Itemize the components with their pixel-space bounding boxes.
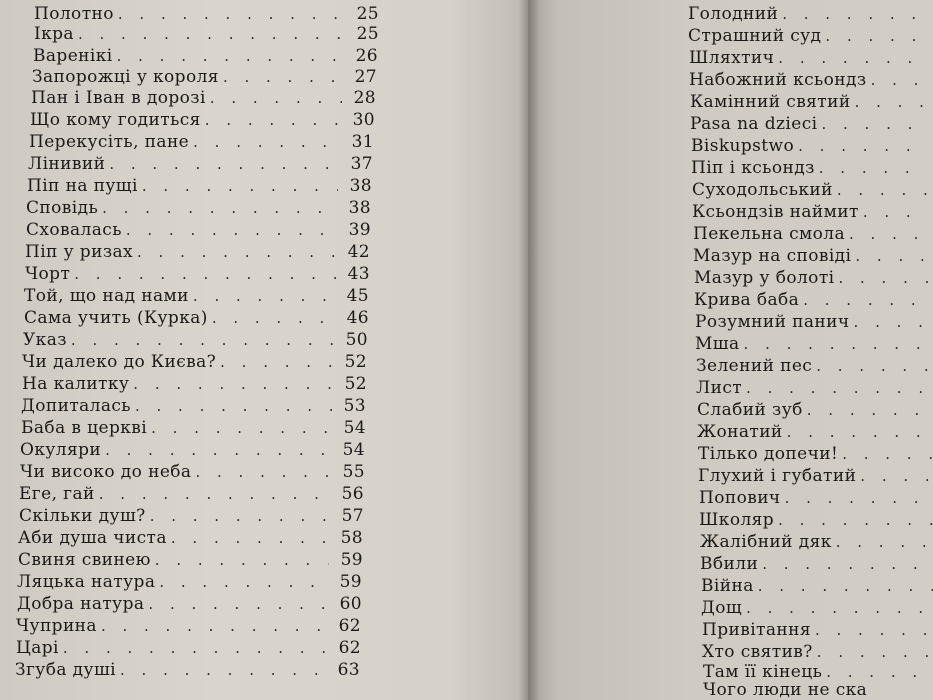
toc-entry <box>25 242 370 264</box>
toc-entry <box>25 264 370 286</box>
toc-title: Слабий зуб <box>697 400 803 420</box>
toc-page-number: 55 <box>342 462 365 482</box>
toc-entry <box>26 220 371 242</box>
toc-entry <box>18 550 363 572</box>
toc-page-number: 37 <box>350 154 373 174</box>
leader-dots <box>836 533 933 551</box>
toc-title: Піп на пущі <box>27 176 138 196</box>
toc-entry <box>19 484 364 506</box>
toc-entry <box>34 24 379 46</box>
toc-page-number: 59 <box>339 572 362 592</box>
leader-dots <box>778 49 925 67</box>
leader-dots <box>118 5 345 23</box>
toc-title: Царі <box>16 638 59 658</box>
toc-entry <box>695 334 933 356</box>
toc-entry <box>702 642 933 664</box>
toc-title: Указ <box>23 330 67 350</box>
leader-dots <box>223 68 343 86</box>
toc-entry <box>19 506 364 528</box>
toc-entry <box>690 92 930 114</box>
toc-title: На калитку <box>22 374 130 394</box>
leader-dots <box>758 577 933 595</box>
leader-dots <box>785 489 933 507</box>
toc-title: Вбили <box>700 554 759 574</box>
toc-entry <box>29 132 374 154</box>
leader-dots <box>74 265 336 283</box>
right-page <box>528 0 933 700</box>
toc-title: Жалібний дяк <box>700 532 832 552</box>
leader-dots <box>205 111 341 129</box>
toc-page-number: 52 <box>344 374 367 394</box>
toc-entry <box>17 594 362 616</box>
leader-dots <box>803 291 930 309</box>
toc-entry <box>699 488 933 510</box>
toc-entry <box>692 180 932 202</box>
toc-entry <box>693 224 933 246</box>
toc-page-number: 30 <box>352 110 375 130</box>
toc-entry <box>695 312 933 334</box>
toc-entry <box>696 356 933 378</box>
toc-entry <box>21 418 366 440</box>
leader-dots <box>821 115 926 133</box>
toc-title: Глухий і губатий <box>698 466 857 486</box>
leader-dots <box>819 159 927 177</box>
toc-entry <box>702 620 933 642</box>
toc-entry <box>693 246 933 268</box>
toc-entry <box>689 48 929 70</box>
leader-dots <box>193 133 340 151</box>
toc-page-number: 26 <box>355 46 378 66</box>
leader-dots <box>855 247 929 265</box>
toc-entry <box>15 660 360 682</box>
toc-page-number: 38 <box>348 198 371 218</box>
toc-entry <box>34 4 379 26</box>
toc-title: Полотно <box>34 4 114 24</box>
leader-dots <box>762 555 933 573</box>
toc-entry <box>692 202 932 224</box>
leader-dots <box>842 445 933 463</box>
toc-title: Перекусіть, пане <box>29 132 190 152</box>
leader-dots <box>817 643 933 661</box>
toc-entry <box>700 532 933 554</box>
toc-title: Еге, гай <box>19 484 95 504</box>
toc-title: Піп у ризах <box>25 242 134 262</box>
toc-page-number: 53 <box>343 396 366 416</box>
toc-entry <box>24 308 369 330</box>
toc-title: Свиня свинею <box>18 550 151 570</box>
leader-dots <box>101 617 327 635</box>
leader-dots <box>855 93 926 111</box>
toc-entry <box>27 176 372 198</box>
toc-entry <box>696 378 933 400</box>
toc-entry <box>32 67 377 89</box>
toc-page-number: 27 <box>354 67 377 87</box>
book-gutter <box>518 0 540 700</box>
toc-entry <box>20 462 365 484</box>
toc-title: Окуляри <box>20 440 102 460</box>
toc-title: Розумний панич <box>695 312 850 332</box>
toc-entry <box>698 444 933 466</box>
leader-dots <box>126 221 337 239</box>
toc-title: Крива баба <box>694 290 800 310</box>
toc-title: Хто святив? <box>702 642 813 662</box>
leader-dots <box>159 573 328 591</box>
leader-dots <box>133 375 333 393</box>
toc-page-number: 25 <box>356 4 379 24</box>
toc-page-number: 62 <box>338 638 361 658</box>
toc-entry <box>698 466 933 488</box>
leader-dots <box>142 177 338 195</box>
toc-title: Школяр <box>699 510 775 530</box>
toc-entry <box>31 88 376 110</box>
toc-title: Чого люди не ска <box>703 680 868 700</box>
toc-title: Чи високо до неба <box>20 462 192 482</box>
leader-dots <box>798 137 927 155</box>
toc-title: Набожний ксьондз <box>689 70 867 90</box>
toc-page-number: 42 <box>347 242 370 262</box>
leader-dots <box>195 463 331 481</box>
toc-entry <box>28 154 373 176</box>
toc-page-number: 58 <box>340 528 363 548</box>
leader-dots <box>860 467 933 485</box>
toc-page-number: 28 <box>353 88 376 108</box>
leader-dots <box>871 71 925 89</box>
leader-dots <box>210 89 342 107</box>
leader-dots <box>825 27 924 45</box>
toc-entry <box>16 616 361 638</box>
leader-dots <box>109 155 339 173</box>
toc-entry <box>30 110 375 132</box>
toc-entry <box>699 510 933 532</box>
toc-title: Чуприна <box>16 616 97 636</box>
toc-entry <box>33 46 378 68</box>
toc-page-number: 56 <box>341 484 364 504</box>
toc-title: Привітання <box>702 620 811 640</box>
toc-title: Сама учить (Курка) <box>24 308 208 328</box>
toc-title: Жонатий <box>697 422 783 442</box>
leader-dots <box>746 379 932 397</box>
toc-title: Страшний суд <box>688 26 822 46</box>
toc-entry <box>694 290 933 312</box>
toc-title: Чорт <box>25 264 71 284</box>
toc-title: Аби душа чиста <box>18 528 167 548</box>
toc-entry <box>697 400 933 422</box>
toc-title: Пекельна смола <box>693 224 846 244</box>
leader-dots <box>815 621 933 639</box>
toc-title: Pasa na dzieci <box>690 114 818 134</box>
leader-dots <box>193 287 335 305</box>
leader-dots <box>826 663 933 681</box>
leader-dots <box>787 423 933 441</box>
toc-page-number: 54 <box>343 418 366 438</box>
toc-page-number: 43 <box>347 264 370 284</box>
toc-title: Зелений пес <box>696 356 813 376</box>
toc-title: Добра натура <box>17 594 145 614</box>
toc-entry <box>21 396 366 418</box>
toc-title: Голодний <box>688 4 779 24</box>
leader-dots <box>105 441 331 459</box>
leader-dots <box>135 397 332 415</box>
leader-dots <box>220 353 333 371</box>
toc-entry <box>688 4 928 26</box>
leader-dots <box>212 309 335 327</box>
toc-entry <box>20 440 365 462</box>
toc-title: Згуба душі <box>15 660 116 680</box>
toc-title: Піп і ксьондз <box>691 158 815 178</box>
toc-title: Той, що над нами <box>24 286 189 306</box>
toc-page-number: 54 <box>342 440 365 460</box>
leader-dots <box>150 507 330 525</box>
toc-title: Сповідь <box>26 198 99 218</box>
leader-dots <box>71 331 334 349</box>
toc-entry <box>690 114 930 136</box>
toc-entry <box>691 158 931 180</box>
toc-page-number: 39 <box>348 220 371 240</box>
leader-dots <box>744 335 931 353</box>
toc-entry <box>694 268 933 290</box>
leader-dots <box>63 639 327 657</box>
toc-title: Дощ <box>701 598 743 618</box>
toc-title: Ляцька натура <box>17 572 156 592</box>
toc-page-number: 50 <box>345 330 368 350</box>
toc-entry <box>688 26 928 48</box>
toc-entry <box>703 680 933 700</box>
leader-dots <box>155 551 329 569</box>
leader-dots <box>117 47 344 65</box>
toc-title: Війна <box>701 576 754 596</box>
toc-page-number: 25 <box>356 24 379 44</box>
toc-title: Камінний святий <box>690 92 851 112</box>
leader-dots <box>782 5 924 23</box>
toc-title: Пан і Іван в дорозі <box>31 88 206 108</box>
toc-entry <box>689 70 929 92</box>
toc-title: Мша <box>695 334 740 354</box>
toc-title: Biskupstwo <box>691 136 795 156</box>
toc-entry <box>22 374 367 396</box>
toc-entry <box>700 554 933 576</box>
toc-page-number: 52 <box>344 352 367 372</box>
toc-page-number: 63 <box>337 660 360 680</box>
leader-dots <box>849 225 929 243</box>
toc-title: Лист <box>696 378 743 398</box>
toc-title: Попович <box>699 488 781 508</box>
toc-entry <box>17 572 362 594</box>
toc-entry <box>701 598 933 620</box>
toc-entry <box>697 422 933 444</box>
toc-title: Запорожці у короля <box>32 67 219 87</box>
toc-title: Допиталась <box>21 396 131 416</box>
leader-dots <box>148 595 328 613</box>
toc-title: Скільки душ? <box>19 506 146 526</box>
toc-page-number: 60 <box>339 594 362 614</box>
leader-dots <box>816 357 932 375</box>
toc-entry <box>22 352 367 374</box>
leader-dots <box>778 511 933 529</box>
toc-title: Сховалась <box>26 220 122 240</box>
toc-title: Що кому годиться <box>30 110 201 130</box>
toc-title: Варенікі <box>33 46 113 66</box>
toc-page-number: 45 <box>346 286 369 306</box>
toc-title: Ікра <box>34 24 74 44</box>
toc-page-number: 46 <box>346 308 369 328</box>
toc-title: Шляхтич <box>689 48 775 68</box>
toc-page-number: 57 <box>341 506 364 526</box>
leader-dots <box>102 199 337 217</box>
toc-page-number: 31 <box>351 132 374 152</box>
leader-dots <box>99 485 330 503</box>
toc-entry <box>701 576 933 598</box>
toc-entry <box>18 528 363 550</box>
toc-entry <box>691 136 931 158</box>
leader-dots <box>120 661 326 679</box>
toc-title: Мазур на сповіді <box>693 246 852 266</box>
toc-title: Лінивий <box>28 154 106 174</box>
toc-title: Мазур у болоті <box>694 268 835 288</box>
leader-dots <box>746 599 933 617</box>
toc-title: Ксьондзів наймит <box>692 202 859 222</box>
toc-title: Чи далеко до Києва? <box>22 352 217 372</box>
toc-page-number: 38 <box>349 176 372 196</box>
leader-dots <box>171 529 329 547</box>
leader-dots <box>838 269 930 287</box>
leader-dots <box>151 419 332 437</box>
leader-dots <box>837 181 928 199</box>
toc-entry <box>26 198 371 220</box>
leader-dots <box>863 203 928 221</box>
leader-dots <box>78 25 345 43</box>
toc-title: Тілько допечи! <box>698 444 839 464</box>
toc-entry <box>23 330 368 352</box>
toc-page-number: 62 <box>338 616 361 636</box>
leader-dots <box>807 401 933 419</box>
toc-entry <box>16 638 361 660</box>
toc-title: Суходольський <box>692 180 833 200</box>
toc-page-number: 59 <box>340 550 363 570</box>
toc-title: Там її кінець <box>703 662 823 682</box>
toc-entry <box>24 286 369 308</box>
leader-dots <box>854 313 931 331</box>
toc-title: Баба в церкві <box>21 418 148 438</box>
leader-dots <box>137 243 336 261</box>
